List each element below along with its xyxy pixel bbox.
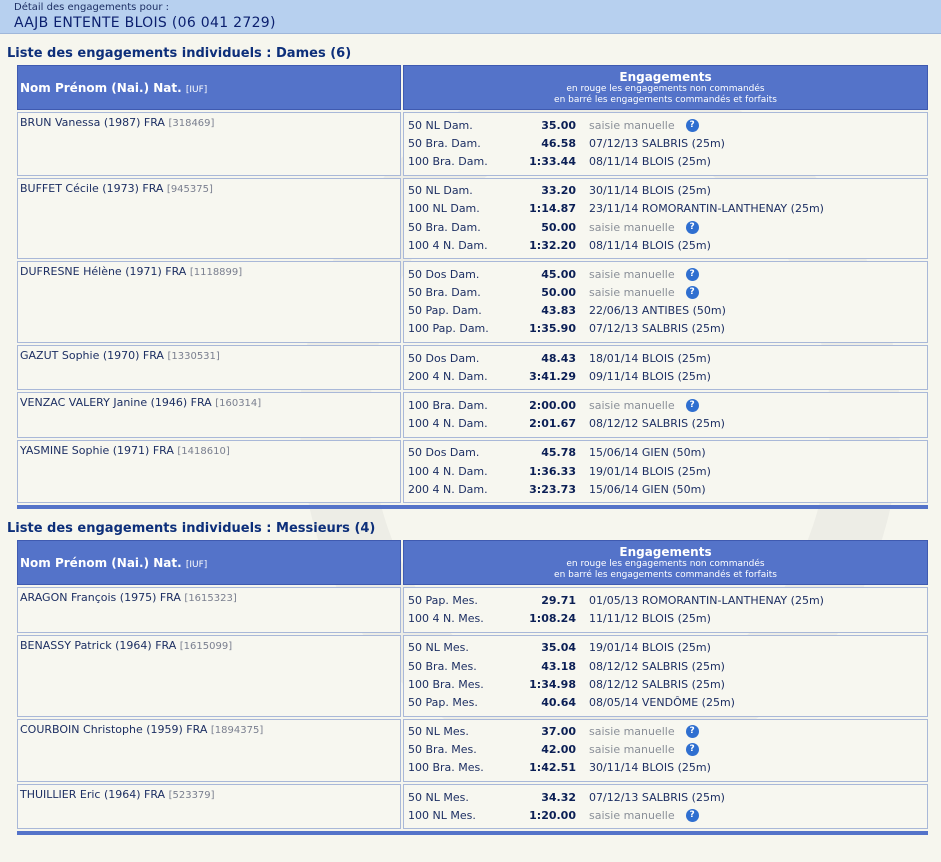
swimmer-row — [17, 112, 928, 176]
column-header-iuf: [IUF] — [185, 85, 208, 95]
help-icon[interactable]: ? — [686, 286, 699, 299]
legend-red-note: en rouge les engagements non commandés — [566, 559, 765, 570]
entries-cell — [403, 635, 928, 717]
entry-row — [408, 134, 927, 152]
section-title: Liste des engagements individuels : Dames (6) — [7, 46, 352, 61]
help-icon[interactable]: ? — [686, 743, 699, 756]
entry-time: 1:20.00 — [529, 808, 576, 822]
swimmer-cell — [17, 587, 401, 632]
entry-event: 50 Dos Dam. — [408, 267, 480, 281]
swimmer-cell — [17, 112, 401, 176]
swimmer-name: VENZAC VALERY Janine (1946) FRA — [20, 396, 212, 410]
swimmer-row — [17, 440, 928, 504]
entry-event: 100 4 N. Dam. — [408, 238, 488, 252]
entry-event: 100 NL Mes. — [408, 808, 476, 822]
entry-info: 30/11/14 BLOIS (25m) — [589, 761, 711, 775]
entry-time: 1:35.90 — [529, 322, 576, 336]
entry-time: 45.78 — [541, 446, 576, 460]
entry-row — [408, 675, 927, 693]
entry-row — [408, 657, 927, 675]
entry-info: 08/05/14 VENDÔME (25m) — [589, 695, 735, 709]
entries-cell — [403, 345, 928, 390]
entry-row — [408, 759, 927, 777]
entry-time: 50.00 — [541, 286, 576, 300]
help-icon[interactable]: ? — [686, 399, 699, 412]
entry-time: 1:42.51 — [529, 761, 576, 775]
entry-info: saisie manuelle — [589, 118, 675, 132]
entries-cell — [403, 784, 928, 829]
entry-info: 15/06/14 GIEN (50m) — [589, 482, 706, 496]
help-icon[interactable]: ? — [686, 725, 699, 738]
entry-info: 30/11/14 BLOIS (25m) — [589, 184, 711, 198]
table-header — [17, 540, 928, 585]
entry-event: 50 NL Dam. — [408, 184, 473, 198]
entry-row — [408, 218, 927, 236]
swimmer-row — [17, 719, 928, 783]
swimmer-name: BRUN Vanessa (1987) FRA — [20, 116, 165, 129]
sections-container — [0, 34, 941, 835]
entry-time: 43.83 — [541, 304, 576, 318]
help-icon[interactable]: ? — [686, 268, 699, 281]
entry-info: saisie manuelle — [589, 725, 675, 739]
entry-row — [408, 152, 927, 170]
entry-event: 200 4 N. Dam. — [408, 369, 488, 383]
club-banner — [0, 0, 941, 34]
entry-info: 08/11/14 BLOIS (25m) — [589, 238, 711, 252]
entry-event: 50 Bra. Mes. — [408, 659, 477, 673]
entry-info: 01/05/13 ROMORANTIN-LANTHENAY (25m) — [589, 593, 824, 607]
entry-time: 29.71 — [541, 593, 576, 607]
entry-info: 11/11/12 BLOIS (25m) — [589, 612, 711, 626]
entry-time: 48.43 — [541, 351, 576, 365]
entry-row — [408, 236, 927, 254]
entry-event: 50 NL Mes. — [408, 790, 469, 804]
entry-info: saisie manuelle — [589, 743, 675, 757]
entry-event: 50 Bra. Dam. — [408, 136, 481, 150]
entry-info: 18/01/14 BLOIS (25m) — [589, 351, 711, 365]
swimmer-row — [17, 392, 928, 437]
entry-time: 45.00 — [541, 267, 576, 281]
entry-event: 100 4 N. Dam. — [408, 464, 488, 478]
entry-event: 50 Bra. Dam. — [408, 286, 481, 300]
entry-row — [408, 349, 927, 367]
swimmer-name: YASMINE Sophie (1971) FRA — [20, 443, 174, 457]
club-name: AAJB ENTENTE BLOIS (06 041 2729) — [14, 15, 276, 31]
entry-event: 100 Pap. Dam. — [408, 322, 489, 336]
swimmer-name: THUILLIER Eric (1964) FRA — [20, 788, 166, 802]
entry-time: 2:01.67 — [529, 417, 576, 431]
swimmer-name: DUFRESNE Hélène (1971) FRA — [20, 265, 187, 279]
swimmer-iuf: [1615099] — [179, 640, 233, 652]
entry-info: 15/06/14 GIEN (50m) — [589, 446, 706, 460]
swimmer-name: GAZUT Sophie (1970) FRA — [20, 349, 164, 363]
entry-info: 08/12/12 SALBRIS (25m) — [589, 659, 725, 673]
entry-info: 19/01/14 BLOIS (25m) — [589, 641, 711, 655]
swimmer-row — [17, 635, 928, 717]
entries-cell — [403, 261, 928, 343]
entry-event: 50 Dos Dam. — [408, 351, 480, 365]
entry-time: 3:41.29 — [529, 369, 576, 383]
entry-info: 07/12/13 SALBRIS (25m) — [589, 322, 725, 336]
entry-event: 100 4 N. Dam. — [408, 417, 488, 431]
entry-info: saisie manuelle — [589, 286, 675, 300]
entry-info: saisie manuelle — [589, 267, 675, 281]
entry-event: 50 NL Dam. — [408, 118, 473, 132]
entries-cell — [403, 587, 928, 632]
swimmer-name: BENASSY Patrick (1964) FRA — [20, 638, 177, 652]
entry-info: 19/01/14 BLOIS (25m) — [589, 464, 711, 478]
entry-event: 100 4 N. Mes. — [408, 612, 484, 626]
entry-info: saisie manuelle — [589, 808, 675, 822]
entry-row — [408, 265, 927, 283]
entry-time: 40.64 — [541, 695, 576, 709]
entry-event: 100 Bra. Dam. — [408, 154, 488, 168]
swimmer-iuf: [945375] — [166, 183, 213, 195]
swimmer-iuf: [1894375] — [210, 724, 264, 736]
entry-row — [408, 639, 927, 657]
swimmer-row — [17, 784, 928, 829]
entry-time: 1:32.20 — [529, 238, 576, 252]
entry-event: 100 Bra. Mes. — [408, 761, 484, 775]
entry-event: 100 Bra. Dam. — [408, 399, 488, 413]
entry-info: saisie manuelle — [589, 220, 675, 234]
column-header-name — [17, 540, 401, 585]
legend-struck-note: en barré les engagements commandés et forfaits — [554, 570, 777, 581]
entry-event: 50 NL Mes. — [408, 641, 469, 655]
engagements-table — [17, 65, 928, 509]
entry-time: 33.20 — [541, 184, 576, 198]
swimmer-cell — [17, 635, 401, 717]
entry-event: 50 Bra. Dam. — [408, 220, 481, 234]
table-header — [17, 65, 928, 110]
swimmer-cell — [17, 392, 401, 437]
swimmer-row — [17, 587, 928, 632]
swimmer-name: ARAGON François (1975) FRA — [20, 591, 181, 605]
swimmer-row — [17, 345, 928, 390]
section-title: Liste des engagements individuels : Messieurs (4) — [7, 521, 376, 537]
swimmer-cell — [17, 719, 401, 783]
swimmer-cell — [17, 440, 401, 504]
entry-time: 35.04 — [541, 641, 576, 655]
swimmer-row — [17, 261, 928, 343]
entry-row — [408, 367, 927, 385]
entries-cell — [403, 440, 928, 504]
entry-row — [408, 396, 927, 414]
entry-row — [408, 741, 927, 759]
entry-event: 50 NL Mes. — [408, 725, 469, 739]
entries-cell — [403, 112, 928, 176]
entry-row — [408, 480, 927, 498]
table-footer-bar — [17, 831, 928, 835]
swimmer-iuf: [1330531] — [167, 351, 220, 363]
entry-time: 46.58 — [541, 136, 576, 150]
column-header-engagements — [403, 65, 928, 110]
swimmer-cell — [17, 784, 401, 829]
entry-row — [408, 591, 927, 609]
entry-time: 50.00 — [541, 220, 576, 234]
swimmer-name: BUFFET Cécile (1973) FRA — [20, 181, 164, 195]
swimmer-iuf: [1118899] — [189, 267, 243, 279]
entry-event: 50 Bra. Mes. — [408, 743, 477, 757]
column-header-engagements — [403, 540, 928, 585]
entry-row — [408, 200, 927, 218]
swimmer-iuf: [160314] — [215, 398, 262, 410]
engagements-table — [17, 540, 928, 835]
entries-cell — [403, 719, 928, 783]
column-header-name-label: Nom Prénom (Nai.) Nat. — [20, 81, 182, 95]
entry-event: 100 Bra. Mes. — [408, 677, 484, 691]
entry-time: 1:33.44 — [529, 154, 576, 168]
entry-time: 1:08.24 — [529, 612, 576, 626]
swimmer-cell — [17, 261, 401, 343]
entry-info: 07/12/13 SALBRIS (25m) — [589, 136, 725, 150]
entry-row — [408, 302, 927, 320]
entries-cell — [403, 178, 928, 260]
swimmer-name: COURBOIN Christophe (1959) FRA — [20, 722, 208, 736]
entry-event: 50 Pap. Dam. — [408, 304, 482, 318]
entry-info: 07/12/13 SALBRIS (25m) — [589, 790, 725, 804]
entry-row — [408, 320, 927, 338]
entry-event: 50 Dos Dam. — [408, 446, 480, 460]
entry-row — [408, 444, 927, 462]
entry-info: saisie manuelle — [589, 399, 675, 413]
entry-row — [408, 415, 927, 433]
entry-info: 22/06/13 ANTIBES (50m) — [589, 304, 726, 318]
swimmer-iuf: [318469] — [168, 118, 215, 129]
swimmer-cell — [17, 345, 401, 390]
engagements-title: Engagements — [619, 70, 712, 84]
entry-row — [408, 788, 927, 806]
column-header-iuf: [IUF] — [185, 560, 208, 571]
entry-time: 1:34.98 — [529, 677, 576, 691]
entry-time: 3:23.73 — [529, 482, 576, 496]
column-header-name — [17, 65, 401, 110]
swimmer-iuf: [1615323] — [184, 593, 237, 605]
entry-info: 08/12/12 SALBRIS (25m) — [589, 417, 725, 431]
entry-time: 37.00 — [541, 725, 576, 739]
entry-time: 1:14.87 — [529, 202, 576, 216]
help-icon[interactable]: ? — [686, 119, 699, 132]
entries-cell — [403, 392, 928, 437]
column-header-name-label: Nom Prénom (Nai.) Nat. — [20, 556, 182, 571]
banner-label: Détail des engagements pour : — [14, 2, 169, 13]
swimmer-iuf: [523379] — [168, 790, 215, 802]
entry-info: 23/11/14 ROMORANTIN-LANTHENAY (25m) — [589, 202, 824, 216]
entry-info: 09/11/14 BLOIS (25m) — [589, 369, 711, 383]
entry-event: 200 4 N. Dam. — [408, 482, 488, 496]
entry-time: 35.00 — [541, 118, 576, 132]
entry-time: 1:36.33 — [529, 464, 576, 478]
entry-time: 34.32 — [541, 790, 576, 804]
entry-info: 08/12/12 SALBRIS (25m) — [589, 677, 725, 691]
entry-row — [408, 284, 927, 302]
help-icon[interactable]: ? — [686, 221, 699, 234]
swimmer-cell — [17, 178, 401, 260]
entry-row — [408, 806, 927, 824]
entry-time: 42.00 — [541, 743, 576, 757]
entry-row — [408, 116, 927, 134]
entry-row — [408, 182, 927, 200]
entry-time: 2:00.00 — [529, 399, 576, 413]
entry-event: 100 NL Dam. — [408, 202, 480, 216]
help-icon[interactable]: ? — [686, 809, 699, 822]
entry-row — [408, 693, 927, 711]
entry-info: 08/11/14 BLOIS (25m) — [589, 154, 711, 168]
entry-event: 50 Pap. Mes. — [408, 695, 478, 709]
entry-row — [408, 723, 927, 741]
entry-row — [408, 462, 927, 480]
engagements-title: Engagements — [619, 545, 712, 560]
entry-row — [408, 610, 927, 628]
legend-struck-note: en barré les engagements commandés et forfaits — [554, 95, 777, 105]
entry-time: 43.18 — [541, 659, 576, 673]
entry-event: 50 Pap. Mes. — [408, 593, 478, 607]
swimmer-row — [17, 178, 928, 260]
legend-red-note: en rouge les engagements non commandés — [566, 84, 765, 94]
swimmer-iuf: [1418610] — [177, 445, 230, 457]
